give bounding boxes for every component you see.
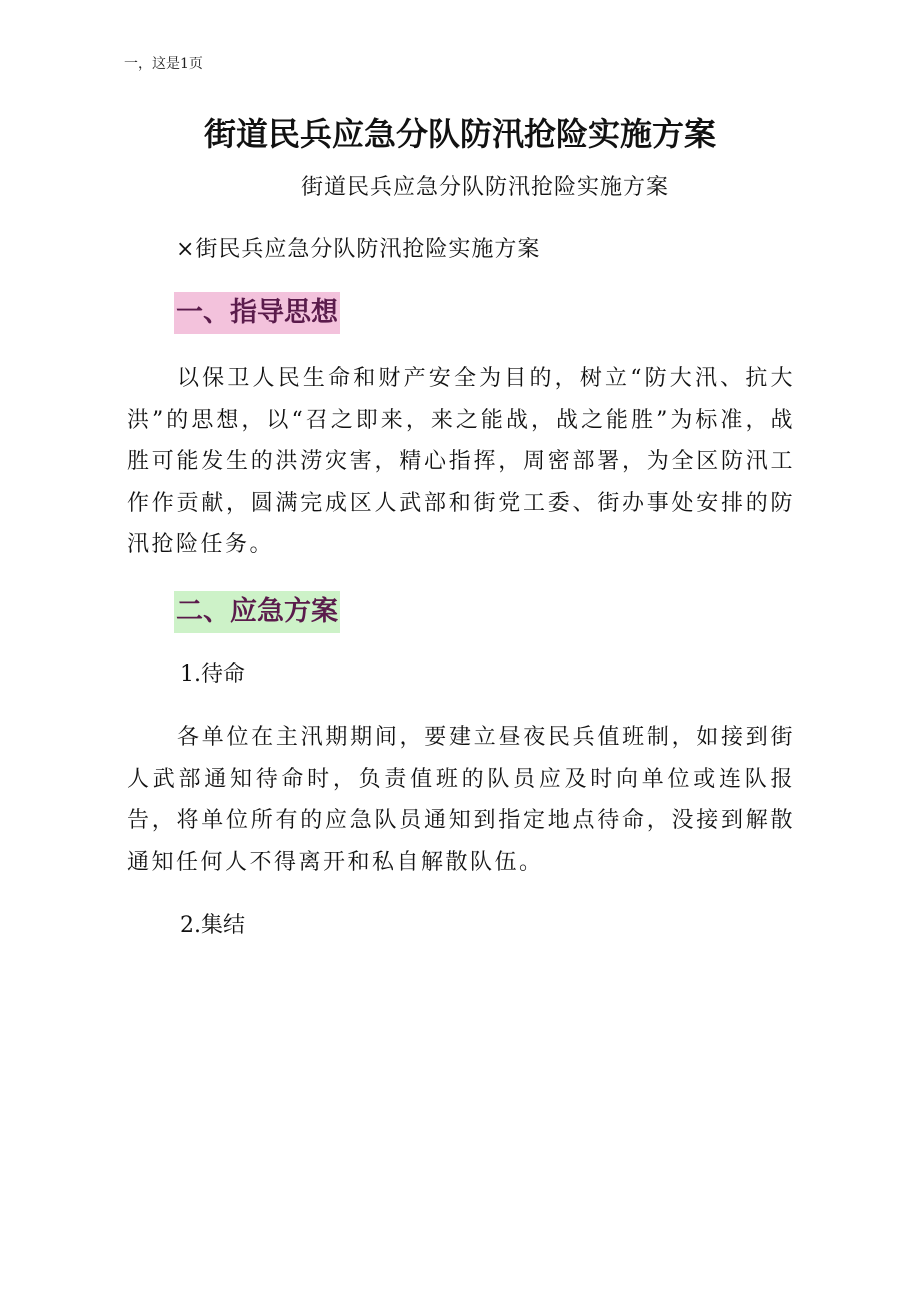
document-intro: ×街民兵应急分队防汛抢险实施方案 <box>176 237 541 262</box>
section-heading-emergency-plan: 二、应急方案 <box>174 591 340 633</box>
subheading-assembly: 2.集结 <box>180 913 245 938</box>
section-heading-guiding-ideology: 一、指导思想 <box>174 292 340 334</box>
guiding-ideology-paragraph: 以保卫人民生命和财产安全为目的，树立“防大汛、抗大洪”的思想，以“召之即来，来之能战，战之能胜”为标准，战胜可能发生的洪涝灾害，精心指挥，周密部署，为全区防汛工作作贡献，圆满完成区人武部和街党工委、街办事处安排的防汛抢险任务。 <box>127 366 795 558</box>
standby-paragraph: 各单位在主汛期期间，要建立昼夜民兵值班制，如接到街人武部通知待命时，负责值班的队员应及时向单位或连队报告，将单位所有的应急队员通知到指定地点待命，没接到解散通知任何人不得离开和私自解散队伍。 <box>127 725 795 875</box>
page-header-note: 一，这是1页 <box>124 56 203 72</box>
document-subtitle: 街道民兵应急分队防汛抢险实施方案 <box>300 175 669 200</box>
subheading-standby: 1.待命 <box>180 662 245 687</box>
document-title: 街道民兵应急分队防汛抢险实施方案 <box>203 115 716 153</box>
